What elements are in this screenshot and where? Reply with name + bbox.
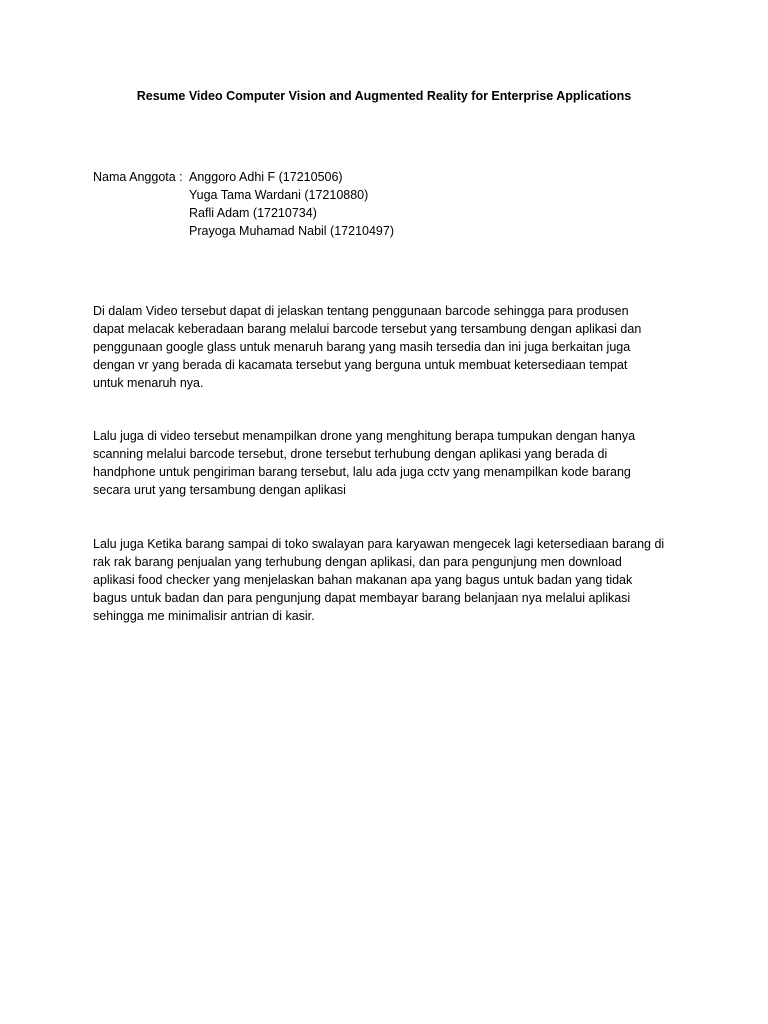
paragraph-line: secara urut yang tersambung dengan aplikasi: [93, 482, 346, 497]
paragraph-line: penggunaan google glass untuk menaruh barang yang masih tersedia dan ini juga berkaitan juga: [93, 339, 631, 354]
member-row: [93, 186, 693, 204]
member-row: [93, 222, 693, 240]
paragraph-line: sehingga me minimalisir antrian di kasir.: [93, 608, 315, 623]
paragraph-store: [93, 536, 683, 626]
paragraph-line: dengan vr yang berada di kacamata tersebut yang berguna untuk membuat ketersediaan tempat: [93, 357, 628, 372]
member-list-spacer: [93, 186, 189, 204]
member-list-spacer: [93, 204, 189, 222]
member-row: [93, 168, 693, 186]
member-name: Yuga Tama Wardani (17210880): [189, 188, 369, 202]
paragraph-line: dapat melacak keberadaan barang melalui barcode tersebut yang tersambung dengan aplikasi dan: [93, 321, 642, 336]
paragraph-line: untuk menaruh nya.: [93, 375, 204, 390]
paragraph-line: Lalu juga Ketika barang sampai di toko swalayan para karyawan mengecek lagi ketersediaan barang di: [93, 537, 665, 551]
paragraph-line: bagus untuk badan dan para pengunjung dapat membayar barang belanjaan nya melalui aplikasi: [93, 590, 631, 605]
member-name: Rafli Adam (17210734): [189, 206, 317, 220]
member-list: [93, 168, 693, 240]
member-name: Prayoga Muhamad Nabil (17210497): [189, 224, 394, 238]
member-name: Anggoro Adhi F (17210506): [189, 170, 343, 184]
member-list-label: Nama Anggota :: [93, 170, 183, 184]
paragraph-barcode: [93, 303, 683, 393]
member-list-spacer: [93, 222, 189, 240]
paragraph-line: scanning melalui barcode tersebut, drone tersebut terhubung dengan aplikasi yang berada di: [93, 446, 608, 461]
paragraph-drone: [93, 428, 683, 500]
paragraph-line: handphone untuk pengiriman barang tersebut, lalu ada juga cctv yang menampilkan kode barang: [93, 464, 631, 479]
paragraph-line: Di dalam Video tersebut dapat di jelaskan tentang penggunaan barcode sehingga para produsen: [93, 304, 629, 318]
paragraph-line: aplikasi food checker yang menjelaskan bahan makanan apa yang bagus untuk badan yang tidak: [93, 572, 633, 587]
member-row: [93, 204, 693, 222]
paragraph-line: rak rak barang penjualan yang terhubung dengan aplikasi, dan para pengunjung men download: [93, 554, 622, 569]
document-title: Resume Video Computer Vision and Augmented Reality for Enterprise Applications: [136, 89, 632, 103]
paragraph-line: Lalu juga di video tersebut menampilkan drone yang menghitung berapa tumpukan dengan hanya: [93, 429, 636, 443]
